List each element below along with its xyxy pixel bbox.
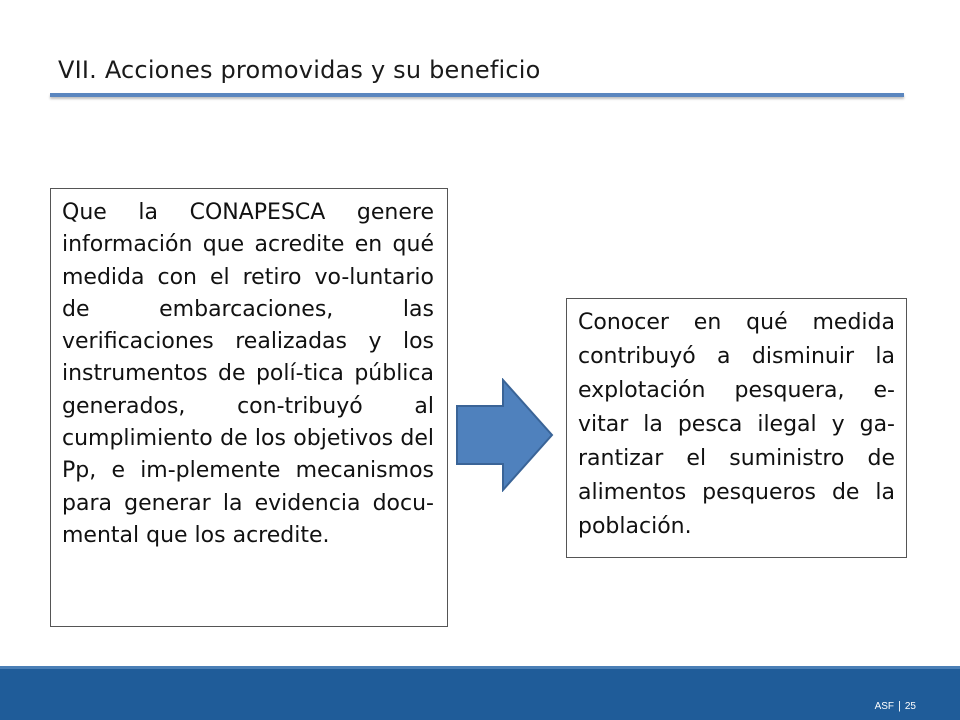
recommended-action-text: Que la CONAPESCA genere información que acredite en qué medida con el retiro vo-luntario de embarcaciones, las verificaciones realizadas y los instrumentos de polí-tica pública generados, con-tribuyó al cumplimiento de los objetivos del Pp, e im-plemente mecanismos para generar la evidencia docu-mental que los acredite.: [62, 200, 434, 548]
right-arrow-icon: [455, 378, 555, 492]
page-number: 25: [904, 700, 916, 712]
benefit-box: [566, 298, 907, 558]
title-underline: [50, 93, 904, 97]
page-label: [875, 700, 916, 712]
benefit-text: Conocer en qué medida contribuyó a disminuir la explotación pesquera, e-vitar la pesca ilegal y ga-rantizar el suministro de alimentos pesqueros de la población.: [578, 310, 895, 539]
arrow-shape: [457, 380, 552, 490]
recommended-action-box: [50, 188, 448, 627]
footer-org: ASF: [874, 700, 895, 712]
slide-title: VII. Acciones promovidas y su beneficio: [58, 56, 541, 84]
footer-bar: [0, 666, 960, 720]
footer-separator: |: [898, 700, 901, 712]
